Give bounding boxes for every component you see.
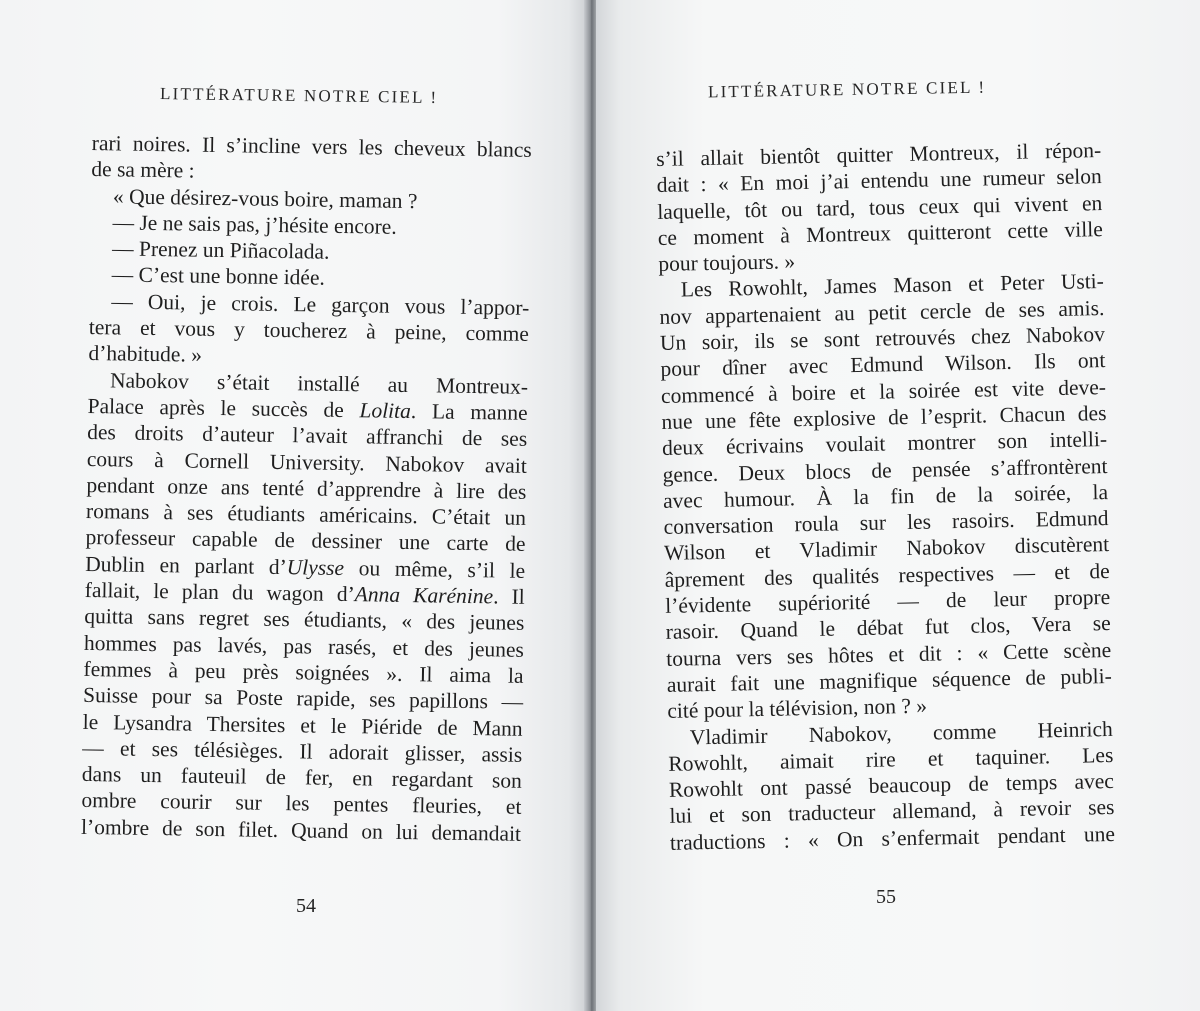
text-line: dait : « En moi j’ai entendu une rumeur selon	[656, 164, 1102, 198]
text-line: pour dîner avec Edmund Wilson. Ils ont	[660, 348, 1106, 382]
text-line: le Lysandra Thersites et le Piéride de Mann	[82, 709, 523, 741]
text-line: — Oui, je crois. Le garçon vous l’appor-	[111, 289, 530, 320]
page-number: 55	[876, 886, 896, 908]
left-page	[0, 0, 586, 1011]
text-line: s’il allait bientôt quitter Montreux, il répon-	[656, 138, 1102, 171]
text-line: Suisse pour sa Poste rapide, ses papillons —	[82, 683, 524, 715]
text-line: Wilson et Vladimir Nabokov discutèrent	[663, 532, 1110, 566]
text-line: Vladimir Nabokov, comme Heinrich	[689, 716, 1114, 749]
text-line: professeur capable de dessiner une carte de	[85, 525, 526, 557]
body-text	[81, 130, 532, 847]
text-line: « Que désirez-vous boire, maman ?	[112, 183, 418, 213]
text-line: de sa mère :	[91, 157, 195, 183]
text-line: gence. Deux blocs de pensée s’affrontèrent	[662, 453, 1108, 487]
text-line: âprement des qualités respectives — et de	[664, 558, 1110, 592]
text-line: cours à Cornell University. Nabokov avait	[86, 446, 527, 478]
text-line: cité pour la télévision, non ? »	[667, 693, 928, 724]
text-line: tera et vous y toucherez à peine, comme	[88, 315, 530, 346]
text-line: Rowohlt ont passé beaucoup de temps avec	[668, 769, 1115, 802]
text-line: dans un fauteuil de fer, en regardant son	[81, 762, 523, 793]
text-line: d’habitude. »	[88, 341, 203, 368]
text-line: quitta sans regret ses étudiants, « des jeunes	[84, 604, 525, 636]
text-line: deux écrivains voulait montrer son intelli-	[661, 427, 1108, 461]
text-line: l’évidente supériorité — de leur propre	[664, 585, 1111, 618]
text-line: pendant onze ans tenté d’apprendre à lire des	[86, 472, 527, 504]
text-line: commencé à boire et la soirée est vite deve-	[660, 374, 1107, 408]
text-line: traductions : « On s’enfermait pendant une	[669, 821, 1116, 855]
body-text	[656, 137, 1115, 856]
text-line: Nabokov s’était installé au Montreux-	[109, 367, 529, 399]
text-line: laquelle, tôt ou tard, tous ceux qui vivent en	[657, 190, 1103, 224]
text-line: nue une fête explosive de l’esprit. Chacun des	[661, 400, 1107, 434]
text-line: — et ses télésièges. Il adorait glisser, assis	[82, 735, 523, 767]
text-line: rari noires. Il s’incline vers les cheveux blancs	[91, 130, 532, 162]
text-line: Palace après le succès de Lolita. La manne	[87, 393, 528, 425]
text-line: fallait, le plan du wagon d’Anna Karénine. Il	[84, 577, 525, 609]
text-line: aurait fait une magnifique séquence de publi-	[666, 663, 1112, 697]
text-line: Rowohlt, aimait rire et taquiner. Les	[668, 742, 1114, 776]
page-number: 54	[296, 895, 316, 917]
text-line: Les Rowohlt, James Mason et Peter Usti-	[680, 269, 1105, 303]
text-line: — Je ne sais pas, j’hésite encore.	[112, 210, 397, 239]
text-line: — Prenez un Piñacolada.	[111, 236, 330, 264]
text-line: rasoir. Quand le débat fut clos, Vera se	[665, 611, 1111, 645]
text-line: des droits d’auteur l’avait affranchi de ses	[87, 420, 528, 452]
running-header: LITTÉRATURE NOTRE CIEL !	[707, 77, 987, 102]
text-line: lui et son traducteur allemand, à revoir ses	[669, 795, 1115, 829]
text-line: Dublin en parlant d’Ulysse ou même, s’il le	[84, 551, 526, 583]
text-line: Un soir, ils se sont retrouvés chez Nabokov	[659, 322, 1106, 356]
text-line: ombre courir sur les pentes fleuries, et	[81, 788, 522, 820]
text-line: l’ombre de son filet. Quand on lui demandait	[80, 814, 522, 846]
text-line: pour toujours. »	[658, 249, 796, 277]
text-line: romans à ses étudiants américains. C’était un	[85, 499, 527, 531]
text-line: avec humour. À la fin de la soirée, la	[662, 479, 1109, 513]
text-line: nov appartenaient au petit cercle de ses amis.	[659, 295, 1105, 329]
text-line: femmes à peu près soignées ». Il aima la	[83, 656, 524, 688]
text-line: conversation roula sur les rasoirs. Edmund	[663, 506, 1109, 540]
text-line: ce moment à Montreux quitteront cette ville	[657, 216, 1103, 250]
text-line: — C’est une bonne idée.	[111, 262, 326, 291]
running-header: LITTÉRATURE NOTRE CIEL !	[159, 84, 439, 107]
text-line: hommes pas lavés, pas rasés, et des jeunes	[83, 630, 525, 662]
text-line: tourna vers ses hôtes et dit : « Cette scène	[666, 637, 1112, 671]
right-page	[596, 0, 1200, 1011]
